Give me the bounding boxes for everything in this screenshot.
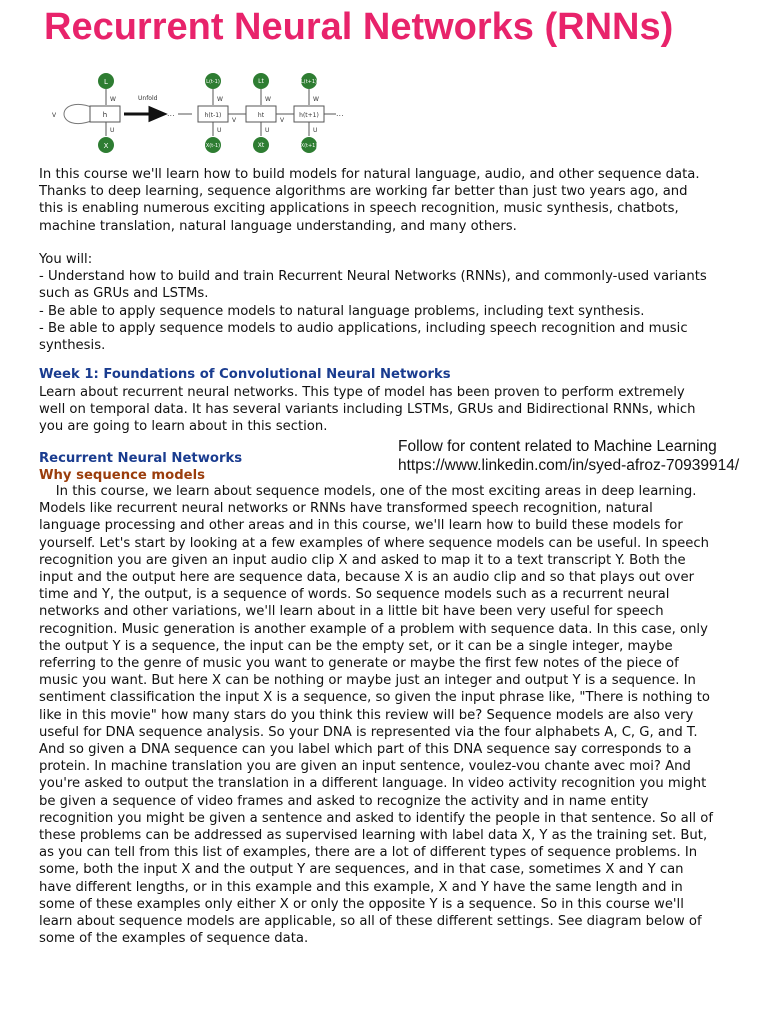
why-sequence-models-heading: Why sequence models xyxy=(39,468,205,483)
rnn-unfold-diagram xyxy=(50,70,350,156)
weight-w-label: W xyxy=(110,96,116,103)
follow-note xyxy=(398,437,739,475)
you-will-list: You will: - Understand how to build and train Recurrent Neural Networks (RNNs), and commonly-used variants such as GRUs and LSTMs. - Be able to apply sequence models to natural language problems, including text synthesis. - Be able to apply sequence models to audio applications, including speech recognition and music synthesis. xyxy=(39,252,707,354)
rnn-heading: Recurrent Neural Networks xyxy=(39,451,243,466)
follow-text: Follow for content related to Machine Learning xyxy=(398,438,717,455)
linkedin-link[interactable]: https://www.linkedin.com/in/syed-afroz-70939914/ xyxy=(398,457,740,474)
sequence-models-paragraph: In this course, we learn about sequence models, one of the most exciting areas in deep learning. Models like recurrent neural networks or RNNs have transformed speech recognition, natural language processing and other areas and in this course, we'll learn how to build these models for yourself. Let's start by looking at a few examples of where sequence models can be useful. In speech recognition you are given an input audio clip X and asked to map it to a text transcript Y. Both the input and the output here are sequence data, because X is an audio clip and so that plays out over time and Y, the output, is a sequence of words. So sequence models such as a recurrent neural networks and other variations, we'll learn about in a little bit have been very useful for speech recognition. Music generation is another example of a problem with sequence data. In this case, only the output Y is a sequence, the input can be the empty set, or it can be a single integer, maybe referring to the genre of music you want to generate or maybe the first few notes of the piece of music you want. But here X can be nothing or maybe just an integer and output Y is a sequence. In sentiment classification the input X is a sequence, so given the input phrase like, "There is nothing to like in this movie" how many stars do you think this review will be? Sequence models are also very useful for DNA sequence analysis. So your DNA is represented via the four alphabets A, C, G, and T. And so given a DNA sequence can you label which part of this DNA sequence say corresponds to a protein. In machine translation you are given an input sentence, voulez-vou chante avec moi? And you're asked to output the translation in a different language. In video activity recognition you might be given a sequence of video frames and asked to recognize the activity and in name entity recognition you might be given a sentence and asked to identify the people in that sentence. So all of these problems can be addressed as supervised learning with label data X, Y as the training set. But, as you can tell from this list of examples, there are a lot of different types of sequence problems. In some, both the input X and the output Y are sequences, and in that case, sometimes X and Y can have different lengths, or in this example and this example, X and Y have the same length and in some of these examples only either X or only the opposite Y is a sequence. So in this course we'll learn about sequence models are applicable, so all of these different settings. See diagram below of some of the examples of sequence data. xyxy=(39,484,713,947)
svg-text:X(t+1): X(t+1) xyxy=(300,143,318,149)
weight-v-label: V xyxy=(52,112,57,119)
unfold-label: Unfold xyxy=(138,95,158,102)
svg-text:U: U xyxy=(265,127,270,134)
svg-text:Xt: Xt xyxy=(257,142,265,149)
unfold-arrow xyxy=(124,108,164,120)
svg-text:U: U xyxy=(313,127,318,134)
svg-text:W: W xyxy=(217,96,223,103)
svg-text:Lt: Lt xyxy=(258,78,264,85)
svg-text:ht: ht xyxy=(257,112,265,119)
svg-text:V: V xyxy=(232,117,237,124)
week1-heading: Week 1: Foundations of Convolutional Neural Networks xyxy=(39,367,451,382)
input-node-label: X xyxy=(103,142,109,150)
weight-u-label: U xyxy=(110,127,115,134)
svg-text:U: U xyxy=(217,127,222,134)
week1-paragraph: Learn about recurrent neural networks. This type of model has been proven to perform extremely well on temporal data. It has several variants including LSTMs, GRUs and Bidirectional RNNs, which you are going to learn about in this section. xyxy=(39,385,696,435)
svg-text:L(t-1): L(t-1) xyxy=(206,79,220,85)
svg-text:h(t-1): h(t-1) xyxy=(204,112,222,119)
intro-paragraph: In this course we'll learn how to build models for natural language, audio, and other sequence data. Thanks to deep learning, sequence algorithms are working far better than just two years ago, and this is enabling numerous exciting applications in speech recognition, music synthesis, chatbots, machine translation, natural language understanding, and many others. xyxy=(39,167,700,234)
ellipsis-left: ... xyxy=(167,109,175,118)
svg-text:V: V xyxy=(280,117,285,124)
ellipsis-right: ... xyxy=(336,109,344,118)
hidden-state-label: h xyxy=(102,111,108,119)
svg-text:L(t+1): L(t+1) xyxy=(300,79,318,85)
svg-text:X(t-1): X(t-1) xyxy=(205,143,221,149)
svg-text:h(t+1): h(t+1) xyxy=(299,112,319,119)
svg-text:W: W xyxy=(313,96,319,103)
output-node-label: L xyxy=(104,78,108,86)
page-title: Recurrent Neural Networks (RNNs) xyxy=(44,6,674,48)
svg-text:W: W xyxy=(265,96,271,103)
